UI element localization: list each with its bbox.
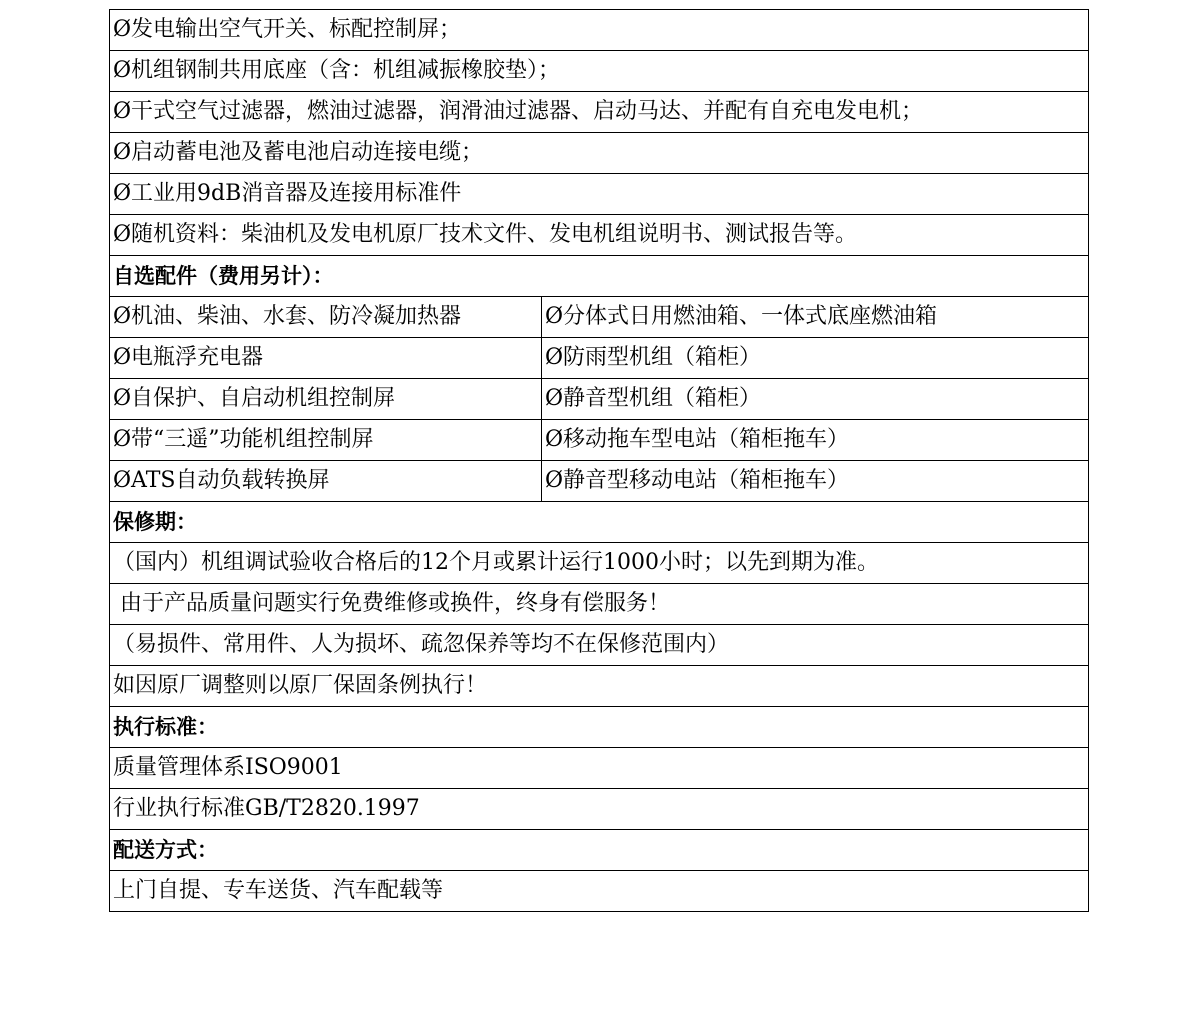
optional-item-right: Ø静音型机组（箱柜） <box>542 379 1089 420</box>
table-row <box>110 297 1089 338</box>
optional-item-left: Ø电瓶浮充电器 <box>110 338 542 379</box>
table-row <box>110 502 1089 543</box>
optional-item-left: Ø自保护、自启动机组控制屏 <box>110 379 542 420</box>
table-row <box>110 625 1089 666</box>
table-row <box>110 174 1089 215</box>
optional-item-right: Ø移动拖车型电站（箱柜拖车） <box>542 420 1089 461</box>
standard-item: Ø机组钢制共用底座（含：机组减振橡胶垫）； <box>110 51 1089 92</box>
standard-item: Ø干式空气过滤器，燃油过滤器，润滑油过滤器、启动马达、并配有自充电发电机； <box>110 92 1089 133</box>
standard-item: Ø工业用9dB消音器及连接用标准件 <box>110 174 1089 215</box>
table-row <box>110 420 1089 461</box>
table-row <box>110 871 1089 912</box>
table-row <box>110 461 1089 502</box>
table-row <box>110 51 1089 92</box>
delivery-heading: 配送方式： <box>110 830 1089 871</box>
warranty-line: （国内）机组调试验收合格后的12个月或累计运行1000小时；以先到期为准。 <box>110 543 1089 584</box>
standard-item: Ø随机资料：柴油机及发电机原厂技术文件、发电机组说明书、测试报告等。 <box>110 215 1089 256</box>
table-row <box>110 707 1089 748</box>
standards-heading: 执行标准： <box>110 707 1089 748</box>
table-row <box>110 256 1089 297</box>
table-row <box>110 133 1089 174</box>
optional-item-left: Ø机油、柴油、水套、防冷凝加热器 <box>110 297 542 338</box>
optional-heading: 自选配件（费用另计）： <box>110 256 1089 297</box>
table-row <box>110 584 1089 625</box>
table-row <box>110 10 1089 51</box>
table-row <box>110 215 1089 256</box>
warranty-line: （易损件、常用件、人为损坏、疏忽保养等均不在保修范围内） <box>110 625 1089 666</box>
table-row <box>110 543 1089 584</box>
delivery-line: 上门自提、专车送货、汽车配载等 <box>110 871 1089 912</box>
table-row <box>110 379 1089 420</box>
optional-item-left: ØATS自动负载转换屏 <box>110 461 542 502</box>
optional-item-right: Ø防雨型机组（箱柜） <box>542 338 1089 379</box>
standard-item: Ø发电输出空气开关、标配控制屏； <box>110 10 1089 51</box>
spec-table <box>109 9 1089 912</box>
table-row <box>110 92 1089 133</box>
warranty-heading: 保修期： <box>110 502 1089 543</box>
warranty-line: 如因原厂调整则以原厂保固条例执行！ <box>110 666 1089 707</box>
standards-line: 质量管理体系ISO9001 <box>110 748 1089 789</box>
table-row <box>110 789 1089 830</box>
optional-item-right: Ø分体式日用燃油箱、一体式底座燃油箱 <box>542 297 1089 338</box>
table-row <box>110 338 1089 379</box>
optional-item-right: Ø静音型移动电站（箱柜拖车） <box>542 461 1089 502</box>
table-row <box>110 748 1089 789</box>
optional-item-left: Ø带“三遥”功能机组控制屏 <box>110 420 542 461</box>
standards-line: 行业执行标准GB/T2820.1997 <box>110 789 1089 830</box>
table-row <box>110 666 1089 707</box>
warranty-line: 由于产品质量问题实行免费维修或换件，终身有偿服务！ <box>110 584 1089 625</box>
standard-item: Ø启动蓄电池及蓄电池启动连接电缆； <box>110 133 1089 174</box>
table-row <box>110 830 1089 871</box>
